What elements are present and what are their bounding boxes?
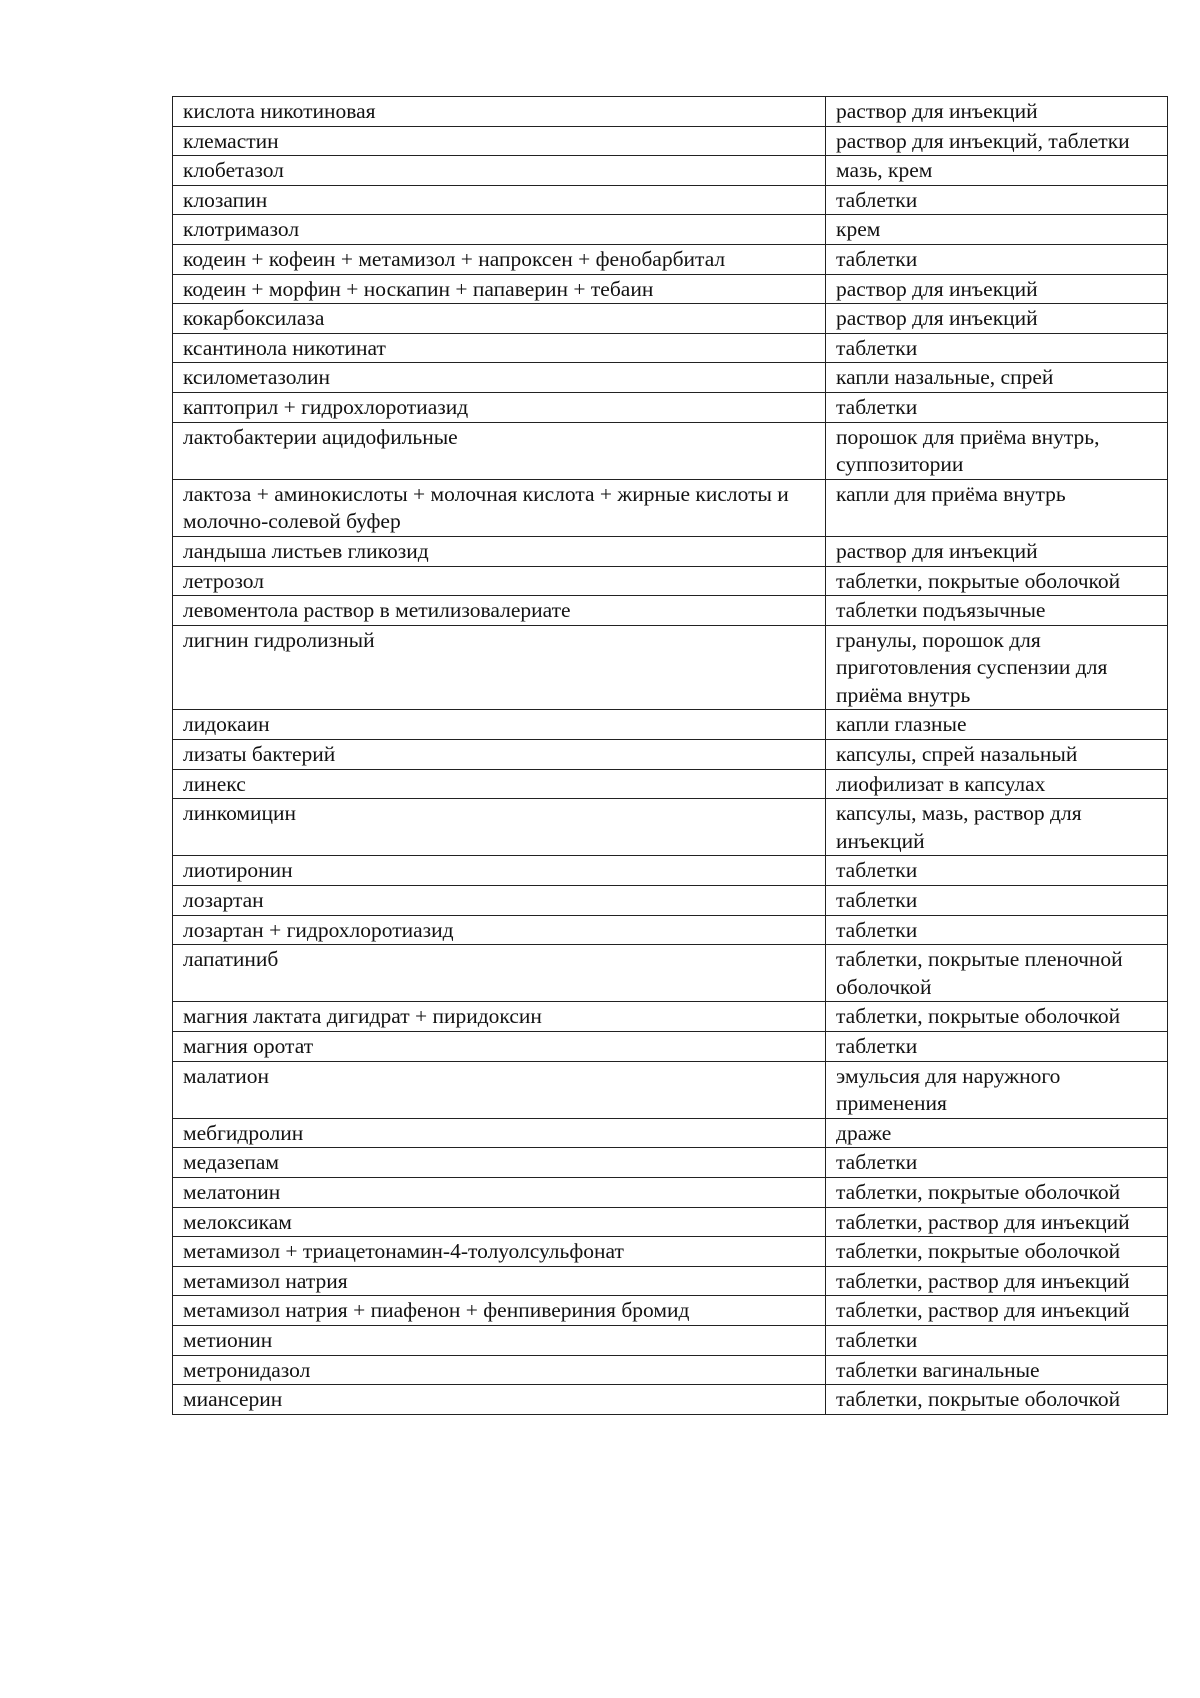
drug-name-cell: мебгидролин	[173, 1118, 826, 1148]
drug-name-cell: линекс	[173, 769, 826, 799]
drug-table-body	[173, 97, 1168, 1415]
table-row	[173, 1148, 1168, 1178]
table-row	[173, 710, 1168, 740]
dosage-form-cell: капсулы, мазь, раствор для инъекций	[826, 799, 1168, 856]
dosage-form-cell: раствор для инъекций	[826, 304, 1168, 334]
drug-name-cell: мелатонин	[173, 1177, 826, 1207]
drug-name-cell: метамизол натрия + пиафенон + фенпивериния бромид	[173, 1296, 826, 1326]
table-row	[173, 799, 1168, 856]
drug-name-cell: клобетазол	[173, 156, 826, 186]
table-row	[173, 126, 1168, 156]
drug-name-cell: лактоза + аминокислоты + молочная кислота + жирные кислоты и молочно-солевой буфер	[173, 479, 826, 536]
table-row	[173, 215, 1168, 245]
table-row	[173, 1266, 1168, 1296]
table-row	[173, 274, 1168, 304]
drug-name-cell: ландыша листьев гликозид	[173, 536, 826, 566]
drug-name-cell: кодеин + кофеин + метамизол + напроксен + фенобарбитал	[173, 244, 826, 274]
dosage-form-cell: таблетки, раствор для инъекций	[826, 1207, 1168, 1237]
dosage-form-cell: капли назальные, спрей	[826, 363, 1168, 393]
table-row	[173, 1002, 1168, 1032]
dosage-form-cell: капли для приёма внутрь	[826, 479, 1168, 536]
dosage-form-cell: таблетки подъязычные	[826, 596, 1168, 626]
table-row	[173, 1118, 1168, 1148]
dosage-form-cell: таблетки	[826, 856, 1168, 886]
drug-name-cell: кодеин + морфин + носкапин + папаверин + тебаин	[173, 274, 826, 304]
drug-name-cell: кислота никотиновая	[173, 97, 826, 127]
table-row	[173, 1237, 1168, 1267]
dosage-form-cell: таблетки, раствор для инъекций	[826, 1296, 1168, 1326]
table-row	[173, 1207, 1168, 1237]
drug-name-cell: кокарбоксилаза	[173, 304, 826, 334]
table-row	[173, 1355, 1168, 1385]
drug-name-cell: каптоприл + гидрохлоротиазид	[173, 392, 826, 422]
drug-name-cell: клозапин	[173, 185, 826, 215]
dosage-form-cell: раствор для инъекций	[826, 536, 1168, 566]
dosage-form-cell: таблетки, покрытые оболочкой	[826, 1237, 1168, 1267]
dosage-form-cell: раствор для инъекций, таблетки	[826, 126, 1168, 156]
dosage-form-cell: таблетки	[826, 1325, 1168, 1355]
table-row	[173, 333, 1168, 363]
dosage-form-cell: капли глазные	[826, 710, 1168, 740]
table-row	[173, 392, 1168, 422]
dosage-form-cell: таблетки	[826, 185, 1168, 215]
drug-name-cell: лигнин гидролизный	[173, 625, 826, 710]
dosage-form-cell: таблетки	[826, 392, 1168, 422]
dosage-form-cell: таблетки, покрытые оболочкой	[826, 1177, 1168, 1207]
dosage-form-cell: гранулы, порошок для приготовления суспензии для приёма внутрь	[826, 625, 1168, 710]
document-page	[172, 96, 1167, 1415]
table-row	[173, 915, 1168, 945]
drug-name-cell: ксантинола никотинат	[173, 333, 826, 363]
table-row	[173, 156, 1168, 186]
table-row	[173, 304, 1168, 334]
table-row	[173, 1032, 1168, 1062]
drug-name-cell: ксилометазолин	[173, 363, 826, 393]
dosage-form-cell: лиофилизат в капсулах	[826, 769, 1168, 799]
table-row	[173, 769, 1168, 799]
table-row	[173, 566, 1168, 596]
dosage-form-cell: таблетки	[826, 1032, 1168, 1062]
dosage-form-cell: драже	[826, 1118, 1168, 1148]
table-row	[173, 479, 1168, 536]
drug-name-cell: миансерин	[173, 1385, 826, 1415]
table-row	[173, 1296, 1168, 1326]
dosage-form-cell: раствор для инъекций	[826, 97, 1168, 127]
dosage-form-cell: таблетки	[826, 333, 1168, 363]
dosage-form-cell: таблетки, покрытые оболочкой	[826, 1002, 1168, 1032]
drug-name-cell: лактобактерии ацидофильные	[173, 422, 826, 479]
table-row	[173, 363, 1168, 393]
table-row	[173, 625, 1168, 710]
drug-name-cell: метронидазол	[173, 1355, 826, 1385]
table-row	[173, 536, 1168, 566]
drug-table	[172, 96, 1168, 1415]
drug-name-cell: левоментола раствор в метилизовалериате	[173, 596, 826, 626]
dosage-form-cell: капсулы, спрей назальный	[826, 740, 1168, 770]
drug-name-cell: метамизол натрия	[173, 1266, 826, 1296]
drug-name-cell: лидокаин	[173, 710, 826, 740]
drug-name-cell: клотримазол	[173, 215, 826, 245]
dosage-form-cell: таблетки вагинальные	[826, 1355, 1168, 1385]
drug-name-cell: метионин	[173, 1325, 826, 1355]
drug-name-cell: лиотиронин	[173, 856, 826, 886]
dosage-form-cell: таблетки, покрытые пленочной оболочкой	[826, 945, 1168, 1002]
table-row	[173, 945, 1168, 1002]
dosage-form-cell: таблетки	[826, 244, 1168, 274]
table-row	[173, 1385, 1168, 1415]
dosage-form-cell: таблетки	[826, 886, 1168, 916]
dosage-form-cell: порошок для приёма внутрь, суппозитории	[826, 422, 1168, 479]
table-row	[173, 886, 1168, 916]
dosage-form-cell: крем	[826, 215, 1168, 245]
dosage-form-cell: таблетки, покрытые оболочкой	[826, 566, 1168, 596]
dosage-form-cell: раствор для инъекций	[826, 274, 1168, 304]
drug-name-cell: линкомицин	[173, 799, 826, 856]
drug-name-cell: лозартан	[173, 886, 826, 916]
dosage-form-cell: таблетки, покрытые оболочкой	[826, 1385, 1168, 1415]
drug-name-cell: клемастин	[173, 126, 826, 156]
drug-name-cell: лизаты бактерий	[173, 740, 826, 770]
table-row	[173, 185, 1168, 215]
drug-name-cell: метамизол + триацетонамин-4-толуолсульфонат	[173, 1237, 826, 1267]
drug-name-cell: лозартан + гидрохлоротиазид	[173, 915, 826, 945]
table-row	[173, 856, 1168, 886]
dosage-form-cell: эмульсия для наружного применения	[826, 1061, 1168, 1118]
table-row	[173, 97, 1168, 127]
dosage-form-cell: таблетки	[826, 1148, 1168, 1178]
dosage-form-cell: таблетки	[826, 915, 1168, 945]
dosage-form-cell: мазь, крем	[826, 156, 1168, 186]
drug-name-cell: магния оротат	[173, 1032, 826, 1062]
table-row	[173, 422, 1168, 479]
table-row	[173, 1061, 1168, 1118]
table-row	[173, 1177, 1168, 1207]
dosage-form-cell: таблетки, раствор для инъекций	[826, 1266, 1168, 1296]
table-row	[173, 596, 1168, 626]
table-row	[173, 1325, 1168, 1355]
drug-name-cell: магния лактата дигидрат + пиридоксин	[173, 1002, 826, 1032]
table-row	[173, 740, 1168, 770]
drug-name-cell: малатион	[173, 1061, 826, 1118]
drug-name-cell: летрозол	[173, 566, 826, 596]
table-row	[173, 244, 1168, 274]
drug-name-cell: медазепам	[173, 1148, 826, 1178]
drug-name-cell: лапатиниб	[173, 945, 826, 1002]
drug-name-cell: мелоксикам	[173, 1207, 826, 1237]
